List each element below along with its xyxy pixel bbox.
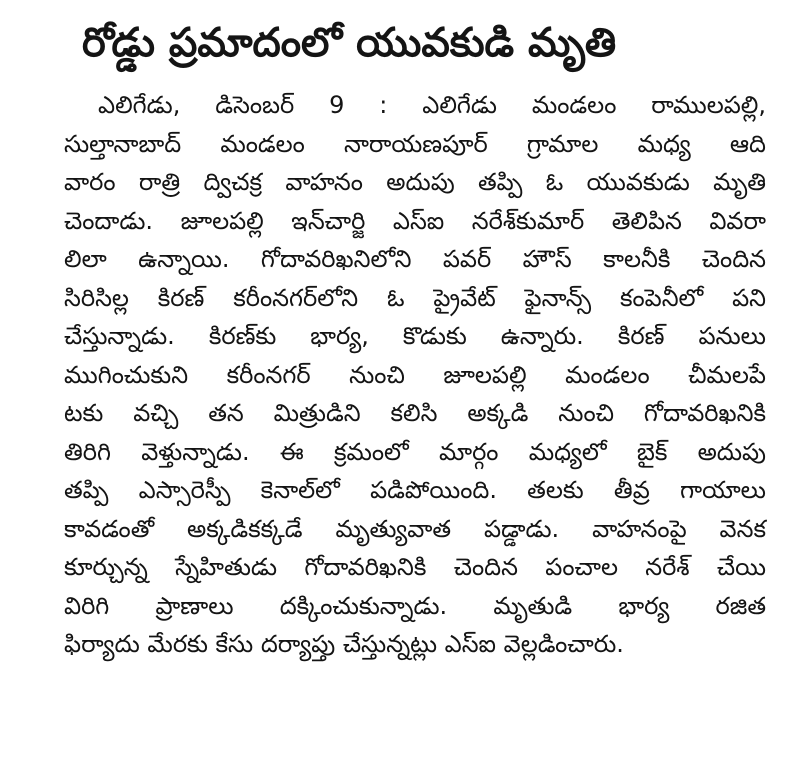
- article-line: వారం రాత్రి ద్విచక్ర వాహనం అదుపు తప్పి ఓ యువకుడు మృతి: [64, 168, 766, 196]
- article-line: కావడంతో అక్కడికక్కడే మృత్యువాత పడ్డాడు. వాహనంపై వెనక: [64, 514, 766, 543]
- article-line: చెందాడు. జూలపల్లి ఇన్‌చార్జి ఎస్ఐ నరేశ్‌కుమార్ తెలిపిన వివరా: [64, 206, 766, 235]
- article-line: తప్పి ఎస్సారెస్పీ కెనాల్‌లో పడిపోయింది. తలకు తీవ్ర గాయాలు: [64, 476, 766, 504]
- article-line: ఫిర్యాదు మేరకు కేసు దర్యాప్తు చేస్తున్నట్లు ఎస్ఐ వెల్లడించారు.: [64, 630, 624, 658]
- article-line: ఎలిగేడు, డిసెంబర్ 9 : ఎలిగేడు మండలం రాములపల్లి,: [98, 91, 766, 119]
- article-body: [64, 86, 766, 664]
- article-line: ముగించుకుని కరీంనగర్ నుంచి జూలపల్లి మండలం చీమలపే: [64, 360, 766, 389]
- article-line: కూర్చున్న స్నేహితుడు గోదావరిఖనికి చెందిన పంచాల నరేశ్ చేయి: [64, 553, 766, 581]
- article-line: టకు వచ్చి తన మిత్రుడిని కలిసి అక్కడి నుంచి గోదావరిఖనికి: [64, 399, 766, 427]
- article-line: సుల్తానాబాద్ మండలం నారాయణపూర్ గ్రామాల మధ్య ఆది: [64, 129, 766, 158]
- article-line: విరిగి ప్రాణాలు దక్కించుకున్నాడు. మృతుడి భార్య రజిత: [64, 591, 766, 620]
- article-line: లిలా ఉన్నాయి. గోదావరిఖనిలోని పవర్ హౌస్ కాలనీకి చెందిన: [64, 245, 766, 273]
- article-line: సిరిసిల్ల కిరణ్ కరీంనగర్‌లోని ఓ ప్రైవేట్ ఫైనాన్స్ కంపెనీలో పని: [64, 283, 766, 312]
- article-line: తిరిగి వెళ్తున్నాడు. ఈ క్రమంలో మార్గం మధ్యలో బైక్ అదుపు: [64, 437, 766, 466]
- headline: రోడ్డు ప్రమాదంలో యువకుడి మృతి: [82, 20, 617, 66]
- article-line: చేస్తున్నాడు. కిరణ్‌కు భార్య, కొడుకు ఉన్నారు. కిరణ్ పనులు: [64, 322, 766, 350]
